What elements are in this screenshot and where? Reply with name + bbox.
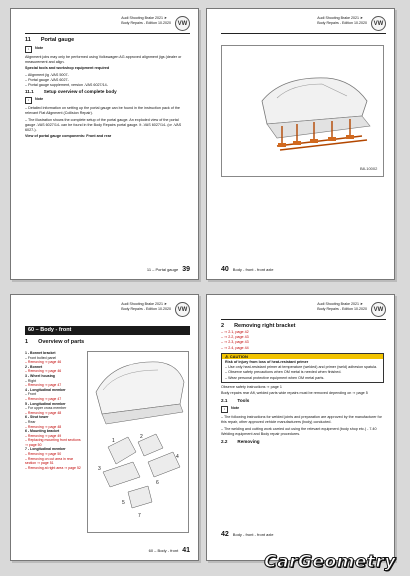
page-footer bbox=[221, 266, 273, 273]
tool-item: – Portal gauge -VAS 6027- bbox=[25, 78, 188, 83]
note-block: i Note bbox=[25, 46, 188, 53]
figure-code: B8-10002 bbox=[360, 166, 378, 171]
footer-label: Body - front - front axle bbox=[232, 532, 274, 537]
subsection-title: 2.1 Tools bbox=[221, 398, 250, 404]
page-link[interactable]: – Removing ⇒ page 46 bbox=[25, 360, 83, 365]
page-header bbox=[317, 302, 386, 317]
page-body bbox=[25, 36, 188, 140]
vw-logo-icon: VW bbox=[175, 302, 190, 317]
note-bullet: – The following instructions for welded joints and preparation are approved by the manufacturer for this repair, other approved vehicle manufacturers (body) conducted. bbox=[221, 415, 384, 425]
car-body-on-gauge-illustration bbox=[222, 46, 383, 176]
note-icon: i bbox=[221, 406, 228, 413]
page-link[interactable]: – Removing at right area ⇒ page 52 bbox=[25, 466, 83, 471]
tool-item: – Alignment jig -VAS 5007- bbox=[25, 73, 188, 78]
page-link[interactable]: – Removing ⇒ page 46 bbox=[25, 369, 83, 374]
footer-label: 60 – Body - front bbox=[148, 548, 179, 553]
header-edition: Body Repairs - Edition 10.2020 bbox=[121, 21, 171, 25]
caution-heading: ⚠ CAUTION bbox=[222, 354, 383, 359]
caution-box: ⚠ CAUTION Risk of injury from loss of heat-resistant primer – Use only heat-resistant primer at temperature (welded) and primer (weld) adhesion spatula. – Observe safety precautions when OM metal is needed when finished. – Wear personal protective equipment when OM metal parts. bbox=[221, 353, 384, 383]
svg-text:6: 6 bbox=[156, 480, 159, 486]
toc-link[interactable]: – ⇒ 2.3, page 43 bbox=[221, 340, 384, 345]
note-text: Alignment jobs may only be performed using Volkswagen AG approved alignment jigs (dealer or measurement and align. bbox=[25, 55, 182, 65]
document-page-39 bbox=[10, 8, 199, 280]
svg-text:5: 5 bbox=[122, 500, 125, 506]
header-title: Audi Shooting Brake 2021 ➤ bbox=[317, 302, 364, 306]
header-title: Audi Shooting Brake 2021 ➤ bbox=[121, 302, 168, 306]
exploded-parts-figure bbox=[87, 351, 189, 533]
cargeometry-watermark-logo: CarGeometry bbox=[264, 552, 396, 572]
page-link[interactable]: – Replacing mounting front sections ⇒ page 50 bbox=[25, 438, 83, 447]
document-page-41 bbox=[10, 294, 199, 561]
page-link[interactable]: – Removing ⇒ page 49 bbox=[25, 434, 83, 439]
page-footer bbox=[147, 266, 190, 273]
svg-text:4: 4 bbox=[176, 454, 179, 460]
parts-legend: 1 - Bonnet bracket – Front bolted panel – Removing ⇒ page 46 2 - Bonnet – Removing ⇒ page 46 3 - Wheel housing – Right – Removing ⇒ page 47 4 - Longitudinal member – Front – Removing ⇒ page 47 5 - Longitudinal member – For upper cross member – Removing ⇒ page 48 6 - Strut tower – Rear – Removing ⇒ page 48 6 - Mounting bracket – Removing ⇒ page 49 – Replacing mounting front sections ⇒ page 50 7 - Longitudinal member – Removing ⇒ page 50 – Removing on cut area in rear section ⇒ page 51 – Removing at right area ⇒ page 52 bbox=[25, 351, 83, 470]
page-link[interactable]: – Removing ⇒ page 47 bbox=[25, 397, 83, 402]
page-header bbox=[121, 16, 190, 31]
header-edition: Body Repairs - Edition 10.2020 bbox=[317, 307, 367, 311]
page-link[interactable]: – Removing on cut area in rear section ⇒ page 51 bbox=[25, 457, 83, 466]
subsection-title: 11.1 Setup overview of complete body bbox=[25, 89, 117, 95]
page-number: 40 bbox=[221, 266, 229, 273]
document-page-40 bbox=[206, 8, 395, 280]
toc-link[interactable]: – ⇒ 2.1, page 42 bbox=[221, 330, 384, 335]
section-title: 11 Portal gauge bbox=[25, 37, 75, 43]
svg-text:3: 3 bbox=[98, 466, 101, 472]
header-edition: Body Repairs - Edition 10.2020 bbox=[317, 21, 367, 25]
note-bullet: – Detailed information on setting up the portal gauge can be found in the instruction pack of the relevant Flat Alignment (Collision Repair). bbox=[25, 106, 188, 116]
subsection-title: 2.2 Removing bbox=[221, 439, 260, 445]
toc-link[interactable]: – ⇒ 2.2, page 43 bbox=[221, 335, 384, 340]
page-link[interactable]: – Removing ⇒ page 48 bbox=[25, 411, 83, 416]
header-title: Audi Shooting Brake 2021 ➤ bbox=[317, 16, 364, 20]
body-front-exploded-illustration bbox=[88, 352, 188, 532]
tools-heading: Special tools and workshop equipment required bbox=[25, 66, 110, 71]
header-rule bbox=[25, 33, 190, 34]
footer-label: Body - front - front axle bbox=[232, 267, 274, 272]
document-page-42 bbox=[206, 294, 395, 561]
body-text: Body repairs rear Aft, welded parts wide repairs must be removed depending on ⇒ page 5 bbox=[221, 391, 368, 396]
chapter-title-bar: 60 – Body - front bbox=[25, 326, 190, 335]
vw-logo-icon: VW bbox=[371, 302, 386, 317]
vw-logo-icon: VW bbox=[371, 16, 386, 31]
header-rule bbox=[221, 33, 386, 34]
header-title: Audi Shooting Brake 2021 ➤ bbox=[121, 16, 168, 20]
page-number: 39 bbox=[182, 266, 190, 273]
page-link[interactable]: – Removing ⇒ page 47 bbox=[25, 383, 83, 388]
portal-gauge-figure bbox=[221, 45, 384, 177]
page-footer bbox=[149, 547, 190, 554]
page-link[interactable]: – Removing ⇒ page 50 bbox=[25, 452, 83, 457]
header-edition: Body Repairs - Edition 10.2020 bbox=[121, 307, 171, 311]
note-icon: i bbox=[25, 97, 32, 104]
note-icon: i bbox=[25, 46, 32, 53]
note-block: i Note bbox=[221, 406, 384, 413]
page-footer bbox=[221, 531, 273, 538]
section-title: 1 Overview of parts bbox=[25, 339, 85, 345]
note-bullet: – The welding and cutting work carried out using the relevant equipment (body shop etc.) - 7.40 Welding equipment and Body repair procedures. bbox=[221, 427, 384, 437]
page-number: 41 bbox=[182, 547, 190, 554]
page-number: 42 bbox=[221, 531, 229, 538]
svg-text:2: 2 bbox=[140, 434, 143, 440]
page-header bbox=[121, 302, 190, 317]
toc-link[interactable]: – ⇒ 2.4, page 44 bbox=[221, 346, 384, 351]
safety-note: Observe safety instructions ⇒ page 1 bbox=[221, 384, 282, 389]
svg-text:7: 7 bbox=[138, 513, 141, 519]
page-link[interactable]: – Removing ⇒ page 48 bbox=[25, 425, 83, 430]
page-header bbox=[317, 16, 386, 31]
footer-label: 11 – Portal gauge bbox=[146, 267, 179, 272]
page-body bbox=[221, 322, 384, 445]
section-title: 2 Removing right bracket bbox=[221, 323, 296, 329]
vw-logo-icon: VW bbox=[175, 16, 190, 31]
svg-text:1: 1 bbox=[112, 438, 115, 444]
figure-caption: View of portal gauge components: Front and rear bbox=[25, 134, 112, 139]
note-bullet: – The illustration shows the complete setup of the portal gauge. An exploded view of the portal gauge -VAS 6027/14- can be found in the Body Repairs portal gauge. It -VAS 6027/14- (or -VAS 6027-). bbox=[25, 118, 188, 134]
note-block: i Note bbox=[25, 97, 188, 104]
header-rule bbox=[221, 319, 386, 320]
tool-item: – Portal gauge supplement, version -VAS 6027/14- bbox=[25, 83, 188, 88]
